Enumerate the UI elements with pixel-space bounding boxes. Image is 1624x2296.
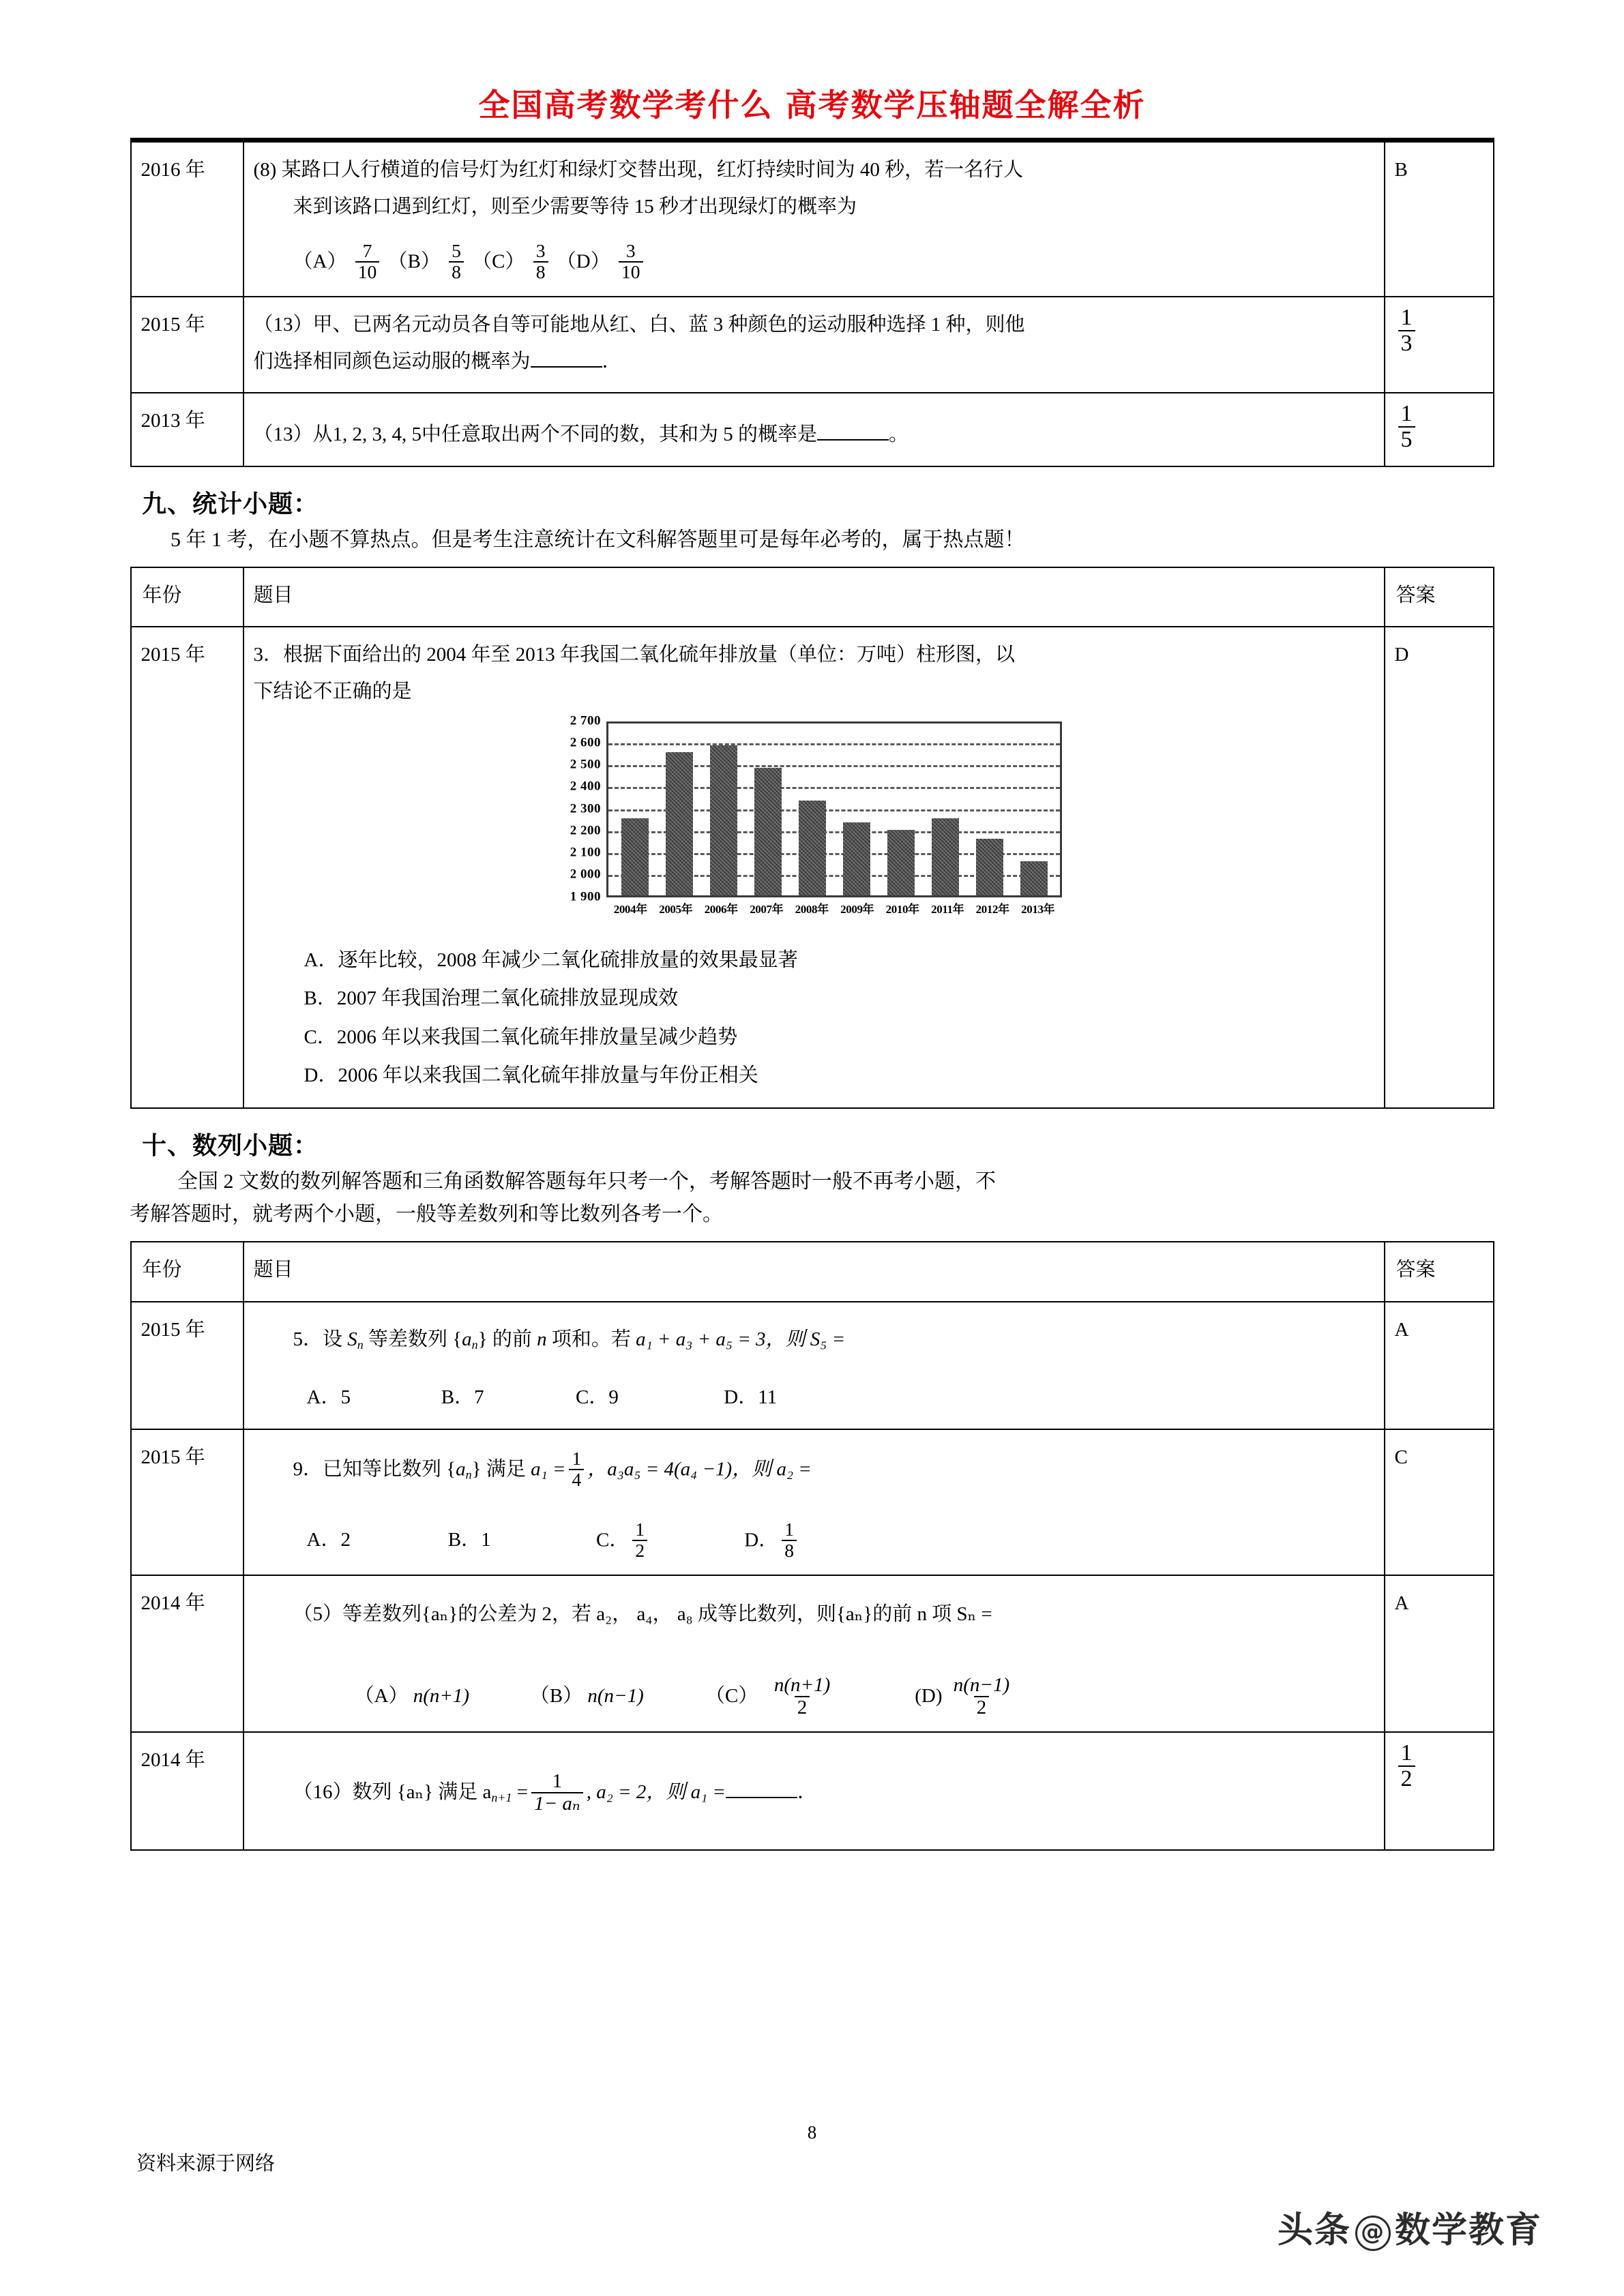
answer-fraction: $\frac{1}{3}$ — [1398, 305, 1415, 355]
row-question — [243, 1732, 1385, 1850]
option-b: （B） n(n−1) — [529, 1685, 644, 1708]
option-d-label: （D） — [556, 250, 610, 273]
option-c: （C） $\frac{n(n+1)}{2}$ — [705, 1676, 910, 1719]
row-year: 2015 年 — [131, 627, 243, 1107]
row-question — [243, 627, 1385, 1107]
question-line: 来到该路口遇到红灯，则至少需要等待 15 秒才出现绿灯的概率为 — [293, 195, 857, 218]
y-tick-label: 2 700 — [570, 713, 601, 728]
chart-bars — [608, 724, 1060, 895]
question-line: 们选择相同颜色运动服的概率为 ． — [253, 350, 622, 372]
option-b: B．7 — [441, 1386, 484, 1409]
bar-2011年 — [932, 818, 959, 895]
header-question: 题目 — [243, 567, 1385, 627]
y-tick-label: 1 900 — [570, 889, 601, 904]
row-year: 2015 年 — [131, 297, 243, 393]
table-row — [131, 1575, 1494, 1733]
question-line: 5．设 $S_n$ 等差数列 $\{a_n\}$ 的前 n 项和。若 a₁ + a₃ + a₅ = 3，则 S₅ = — [293, 1328, 846, 1352]
table-row — [131, 1429, 1494, 1575]
question-line: 下结论不正确的是 — [253, 680, 412, 702]
option-a-fraction: $\frac{7}{10}$ — [355, 241, 380, 282]
x-tick-label: 2006年 — [704, 902, 738, 916]
bar-2010年 — [887, 830, 915, 895]
row-year: 2014 年 — [131, 1732, 243, 1850]
option-c-label: （C） — [472, 250, 525, 273]
question-line: （13）甲、已两名元动员各自等可能地从红、白、蓝 3 种颜色的运动服种选择 1 种，则他 — [253, 314, 1025, 336]
option-d-fraction: $\frac{3}{10}$ — [619, 241, 643, 282]
y-tick-label: 2 100 — [570, 845, 601, 860]
statistics-table — [130, 567, 1494, 1109]
question-line: （5）等差数列{aₙ}的公差为 2，若 a₂， a₄， a₈ 成等比数列，则{aₙ}的前 n 项 Sₙ = — [293, 1602, 992, 1625]
bar-2012年 — [976, 839, 1003, 895]
row-answer: A — [1385, 1575, 1494, 1733]
watermark — [1278, 2201, 1542, 2252]
x-tick-label: 2011年 — [931, 902, 964, 916]
option-a-label: （A） — [293, 250, 347, 273]
question-line: 3．根据下面给出的 2004 年至 2013 年我国二氧化硫年排放量（单位：万吨）柱形图，以 — [253, 644, 1016, 666]
option-c: C． $\frac{1}{2}$ — [596, 1521, 739, 1562]
table-header-row — [131, 567, 1494, 627]
option-c: C．9 — [576, 1386, 619, 1409]
chart-container — [254, 713, 1374, 926]
x-axis-tick-labels — [606, 899, 1062, 920]
answer-options — [254, 1380, 1374, 1416]
watermark-brand: 头条 — [1277, 2210, 1351, 2251]
answer-fraction: $\frac{1}{5}$ — [1398, 402, 1415, 451]
answer-blank — [531, 366, 602, 368]
option-d: (D) $\frac{n(n-1)}{2}$ — [915, 1676, 1016, 1719]
section-intro-statistics: 5 年 1 考，在小题不算热点。但是考生注意统计在文科解答题里可是每年必考的，属于热点题！ — [171, 528, 1025, 552]
y-axis-tick-labels — [541, 713, 604, 904]
bar-2009年 — [843, 822, 870, 895]
table-row — [131, 393, 1494, 466]
question-fraction: $\frac{1}{\text{1− aₙ}}$ — [531, 1771, 583, 1814]
option-d: D．11 — [724, 1386, 778, 1409]
row-answer: D — [1385, 627, 1494, 1107]
question-fraction: $\frac{1}{4}$ — [569, 1449, 584, 1490]
y-tick-label: 2 300 — [570, 801, 601, 816]
option-a: A．2 — [306, 1529, 351, 1551]
option-b: B．1 — [447, 1529, 491, 1551]
row-answer — [1385, 393, 1494, 466]
section-intro-sequences — [130, 1165, 1494, 1232]
y-tick-label: 2 200 — [570, 823, 601, 838]
row-question — [243, 297, 1385, 393]
header-answer: 答案 — [1385, 1242, 1494, 1302]
row-question — [243, 393, 1385, 466]
bar-2013年 — [1020, 861, 1048, 895]
table-row — [131, 627, 1494, 1107]
row-answer: C — [1385, 1429, 1494, 1575]
chart-plot-area — [606, 721, 1062, 897]
answer-blank — [817, 439, 889, 441]
question-line: 9．已知等比数列 $\{a_n\}$ 满足 a₁ = $\frac{1}{4}$ ，a₃a₅ = 4(a₄ −1)，则 a₂ = — [293, 1447, 812, 1490]
option-a: A．5 — [306, 1386, 351, 1409]
question-line: (8) 某路口人行横道的信号灯为红灯和绿灯交替出现，红灯持续时间为 40 秒，若一名行人 — [253, 159, 1024, 181]
table-row — [131, 1732, 1494, 1850]
option-d-fraction: $\frac{1}{8}$ — [782, 1520, 797, 1561]
bar-2005年 — [666, 752, 693, 895]
option-c: C．2006 年以来我国二氧化硫年排放量呈减少趋势 — [304, 1026, 738, 1048]
y-tick-label: 2 000 — [570, 867, 601, 882]
row-answer: A — [1385, 1302, 1494, 1429]
bar-2006年 — [710, 745, 737, 895]
bar-2008年 — [799, 801, 826, 895]
so2-emission-bar-chart — [541, 713, 1087, 926]
option-a: （A） n(n+1) — [354, 1685, 470, 1708]
answer-options — [254, 941, 1374, 1095]
row-year: 2015 年 — [131, 1429, 243, 1575]
option-c-fraction: $\frac{3}{8}$ — [533, 241, 548, 282]
row-year: 2013 年 — [131, 393, 243, 466]
option-row — [254, 240, 1374, 284]
option-b-label: （B） — [387, 250, 441, 273]
table-row — [131, 297, 1494, 393]
bar-2007年 — [754, 768, 782, 895]
header-year: 年份 — [131, 567, 243, 627]
watermark-account: 数学教育 — [1394, 2210, 1542, 2251]
row-year: 2014 年 — [131, 1575, 243, 1733]
answer-options — [254, 1518, 1374, 1562]
x-tick-label: 2013年 — [1021, 902, 1055, 916]
intro-line-2: 考解答题时，就考两个小题，一般等差数列和等比数列各考一个。 — [130, 1203, 723, 1226]
row-year: 2016 年 — [131, 142, 243, 297]
option-b: B．2007 年我国治理二氧化硫排放显现成效 — [304, 987, 679, 1010]
y-tick-label: 2 400 — [570, 779, 601, 794]
row-question — [243, 1575, 1385, 1733]
section-heading-sequences: 十、数列小题： — [142, 1131, 319, 1160]
probability-table — [130, 141, 1494, 467]
row-question — [243, 142, 1385, 297]
x-tick-label: 2009年 — [840, 902, 874, 916]
at-icon: @ — [1355, 2216, 1391, 2251]
x-tick-label: 2007年 — [750, 902, 784, 916]
question-line: （16）数列 {aₙ} 满足 $a_{n+1}$ = $\frac{1}{\text{1− aₙ}}$ , a₂ = 2，则 a₁ = ． — [293, 1770, 818, 1815]
y-tick-label: 2 600 — [570, 735, 601, 750]
answer-blank — [726, 1797, 797, 1798]
option-a: A．逐年比较，2008 年减少二氧化硫排放量的效果最显著 — [304, 949, 798, 971]
page-title: 全国高考数学考什么 高考数学压轴题全解全析 — [478, 87, 1146, 123]
table-row — [131, 1302, 1494, 1429]
option-d-fraction: $\frac{n(n-1)}{2}$ — [953, 1674, 1010, 1718]
y-tick-label: 2 500 — [570, 757, 601, 772]
option-d: D． $\frac{1}{8}$ — [744, 1521, 800, 1562]
row-question — [243, 1429, 1385, 1575]
row-answer — [1385, 1732, 1494, 1850]
source-note: 资料来源于网络 — [136, 2153, 276, 2175]
x-tick-label: 2012年 — [975, 902, 1009, 916]
question-line: （13）从1, 2, 3, 4, 5中任意取出两个不同的数，其和为 5 的概率是 。 — [253, 423, 909, 446]
option-c-fraction: $\frac{1}{2}$ — [632, 1520, 647, 1561]
header-answer: 答案 — [1385, 567, 1494, 627]
option-b-fraction: $\frac{5}{8}$ — [449, 241, 464, 282]
header-question: 题目 — [243, 1242, 1385, 1302]
row-answer — [1385, 297, 1494, 393]
option-d: D．2006 年以来我国二氧化硫年排放量与年份正相关 — [304, 1064, 758, 1087]
x-tick-label: 2010年 — [885, 902, 919, 916]
x-tick-label: 2005年 — [659, 902, 693, 916]
answer-fraction: $\frac{1}{2}$ — [1398, 1741, 1415, 1791]
row-year: 2015 年 — [131, 1302, 243, 1429]
row-answer: B — [1385, 142, 1494, 297]
answer-options — [254, 1676, 1374, 1719]
intro-line-1: 全国 2 文数的数列解答题和三角函数解答题每年只考一个，考解答题时一般不再考小题，不 — [177, 1169, 996, 1193]
section-heading-statistics: 九、统计小题： — [142, 490, 319, 519]
option-c-fraction: $\frac{n(n+1)}{2}$ — [773, 1674, 831, 1718]
header-year: 年份 — [131, 1242, 243, 1302]
bar-2004年 — [621, 818, 649, 895]
sequence-table — [130, 1241, 1494, 1851]
x-tick-label: 2008年 — [795, 902, 829, 916]
page-number: 8 — [807, 2122, 817, 2143]
x-tick-label: 2004年 — [613, 902, 647, 916]
row-question — [243, 1302, 1385, 1429]
table-row — [131, 142, 1494, 297]
table-header-row — [131, 1242, 1494, 1302]
